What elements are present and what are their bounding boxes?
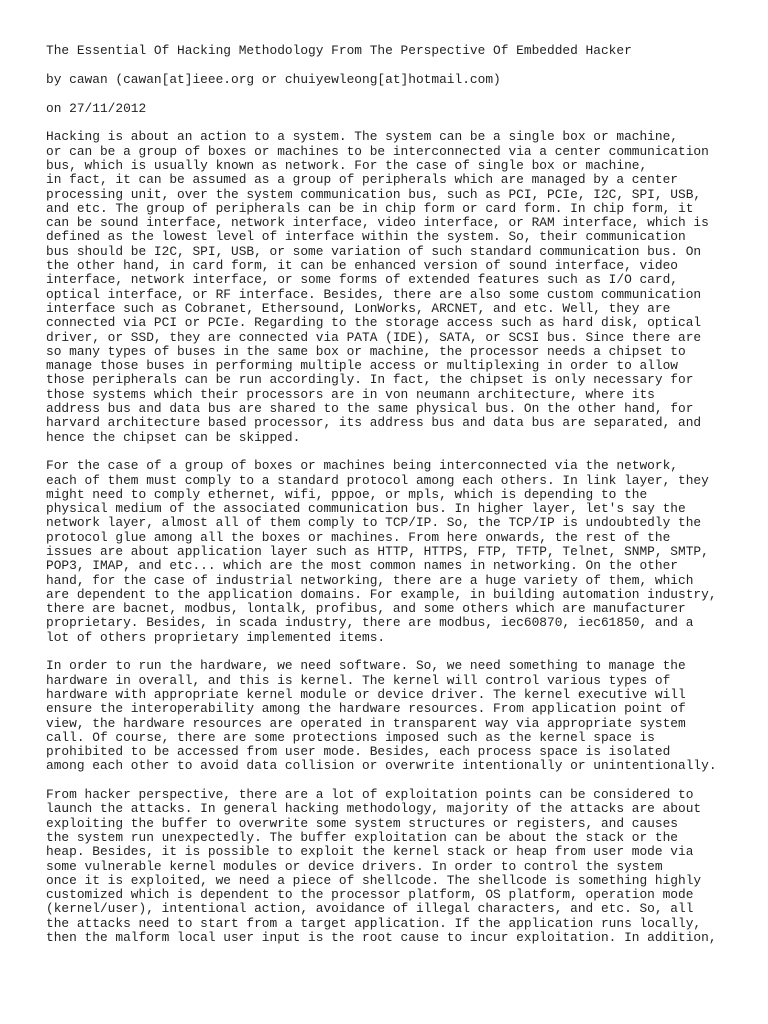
paragraph-line: hence the chipset can be skipped. xyxy=(46,429,301,445)
document-byline: by cawan (cawan[at]ieee.org or chuiyewleong[at]hotmail.com) xyxy=(46,71,501,87)
paragraph xyxy=(46,130,768,445)
paragraph-line: hardware with appropriate kernel module or device driver. The kernel executive will xyxy=(46,686,686,702)
paragraph-line: ensure the interoperability among the hardware resources. From application point of xyxy=(46,701,686,717)
paragraph-line: defined as the lowest level of interface within the system. So, their communication xyxy=(46,229,686,245)
paragraph-line: physical medium of the associated communication bus. In higher layer, let's say the xyxy=(46,501,686,517)
paragraph-line: those systems which their processors are in von neumann architecture, where its xyxy=(46,386,655,402)
paragraph-line: each of them must comply to a standard protocol among each others. In link layer, they xyxy=(46,472,709,488)
paragraph xyxy=(46,459,768,645)
document-body xyxy=(46,130,768,945)
paragraph xyxy=(46,659,768,773)
paragraph-line: proprietary. Besides, in scada industry, there are modbus, iec60870, iec61850, and a xyxy=(46,615,694,631)
document-date: on 27/11/2012 xyxy=(46,100,147,116)
paragraph xyxy=(46,788,768,945)
paragraph-line: From hacker perspective, there are a lot of exploitation points can be considered to xyxy=(46,787,694,803)
paragraph-line: some vulnerable kernel modules or device drivers. In order to control the system xyxy=(46,858,663,874)
paragraph-line: For the case of a group of boxes or machines being interconnected via the network, xyxy=(46,458,679,474)
paragraph-line: connected via PCI or PCIe. Regarding to the storage access such as hard disk, optical xyxy=(46,315,702,331)
paragraph-line: are dependent to the application domains. For example, in building automation industry, xyxy=(46,586,717,602)
paragraph-line: so many types of buses in the same box or machine, the processor needs a chipset to xyxy=(46,343,686,359)
paragraph-line: among each other to avoid data collision or overwrite intentionally or unintentionally. xyxy=(46,758,717,774)
paragraph-line: network layer, almost all of them comply to TCP/IP. So, the TCP/IP is undoubtedly the xyxy=(46,515,702,531)
paragraph-line: in fact, it can be assumed as a group of peripherals which are managed by a center xyxy=(46,172,679,188)
paragraph-line: interface, network interface, or some forms of extended features such as I/O card, xyxy=(46,272,679,288)
paragraph-line: can be sound interface, network interface, video interface, or RAM interface, which is xyxy=(46,215,709,231)
paragraph-line: the system run unexpectedly. The buffer exploitation can be about the stack or the xyxy=(46,829,679,845)
paragraph-line: the attacks need to start from a target application. If the application runs locally, xyxy=(46,915,702,931)
paragraph-line: issues are about application layer such as HTTP, HTTPS, FTP, TFTP, Telnet, SNMP, SMTP, xyxy=(46,544,709,559)
paragraph-line: might need to comply ethernet, wifi, pppoe, or mpls, which is depending to the xyxy=(46,486,648,502)
paragraph-line: then the malform local user input is the root cause to incur exploitation. In addition, xyxy=(46,930,717,946)
paragraph-line: lot of others proprietary implemented items. xyxy=(46,629,386,645)
document-title: The Essential Of Hacking Methodology From The Perspective Of Embedded Hacker xyxy=(46,43,632,58)
paragraph-line: those peripherals can be run accordingly. In fact, the chipset is only necessary for xyxy=(46,372,694,388)
paragraph-line: and etc. The group of peripherals can be in chip form or card form. In chip form, it xyxy=(46,200,694,216)
paragraph-line: harvard architecture based processor, its address bus and data bus are separated, and xyxy=(46,415,702,431)
paragraph-line: view, the hardware resources are operated in transparent way via appropriate system xyxy=(46,715,686,731)
paragraph-line: bus, which is usually known as network. For the case of single box or machine, xyxy=(46,157,648,173)
paragraph-line: Hacking is about an action to a system. The system can be a single box or machine, xyxy=(46,129,679,145)
paragraph-line: driver, or SSD, they are connected via PATA (IDE), SATA, or SCSI bus. Since there are xyxy=(46,329,702,345)
paragraph-line: the other hand, in card form, it can be enhanced version of sound interface, video xyxy=(46,258,679,274)
paragraph-line: hardware in overall, and this is kernel. The kernel will control various types of xyxy=(46,672,671,688)
paragraph-line: interface such as Cobranet, Ethersound, LonWorks, ARCNET, and etc. Well, they are xyxy=(46,300,671,316)
paragraph-line: optical interface, or RF interface. Besides, there are also some custom communication xyxy=(46,286,702,302)
paragraph-line: processing unit, over the system communication bus, such as PCI, PCIe, I2C, SPI, USB, xyxy=(46,186,702,202)
paragraph-line: launch the attacks. In general hacking methodology, majority of the attacks are about xyxy=(46,801,702,817)
paragraph-line: once it is exploited, we need a piece of shellcode. The shellcode is something highly xyxy=(46,872,702,888)
paragraph-line: or can be a group of boxes or machines to be interconnected via a center communication xyxy=(46,143,709,159)
paragraph-line: customized which is dependent to the processor platform, OS platform, operation mode xyxy=(46,887,694,903)
paragraph-line: call. Of course, there are some protections imposed such as the kernel space is xyxy=(46,729,655,745)
paragraph-line: there are bacnet, modbus, lontalk, profibus, and some others which are manufacturer xyxy=(46,601,686,617)
paragraph-line: POP3, IMAP, and etc... which are the most common names in networking. On the other xyxy=(46,558,679,574)
paragraph-line: exploiting the buffer to overwrite some system structures or registers, and causes xyxy=(46,815,679,831)
paragraph-line: protocol glue among all the boxes or machines. From here onwards, the rest of the xyxy=(46,529,671,545)
paragraph-line: hand, for the case of industrial networking, there are a huge variety of them, which xyxy=(46,572,694,588)
paragraph-line: address bus and data bus are shared to the same physical bus. On the other hand, for xyxy=(46,401,694,417)
paragraph-line: heap. Besides, it is possible to exploit the kernel stack or heap from user mode via xyxy=(46,844,694,860)
paragraph-line: prohibited to be accessed from user mode. Besides, each process space is isolated xyxy=(46,744,671,760)
paragraph-line: bus should be I2C, SPI, USB, or some variation of such standard communication bus. On xyxy=(46,243,702,259)
paragraph-line: manage those buses in performing multiple access or multiplexing in order to allow xyxy=(46,358,679,374)
paragraph-line: (kernel/user), intentional action, avoidance of illegal characters, and etc. So, all xyxy=(46,901,694,917)
paragraph-line: In order to run the hardware, we need software. So, we need something to manage the xyxy=(46,658,686,674)
